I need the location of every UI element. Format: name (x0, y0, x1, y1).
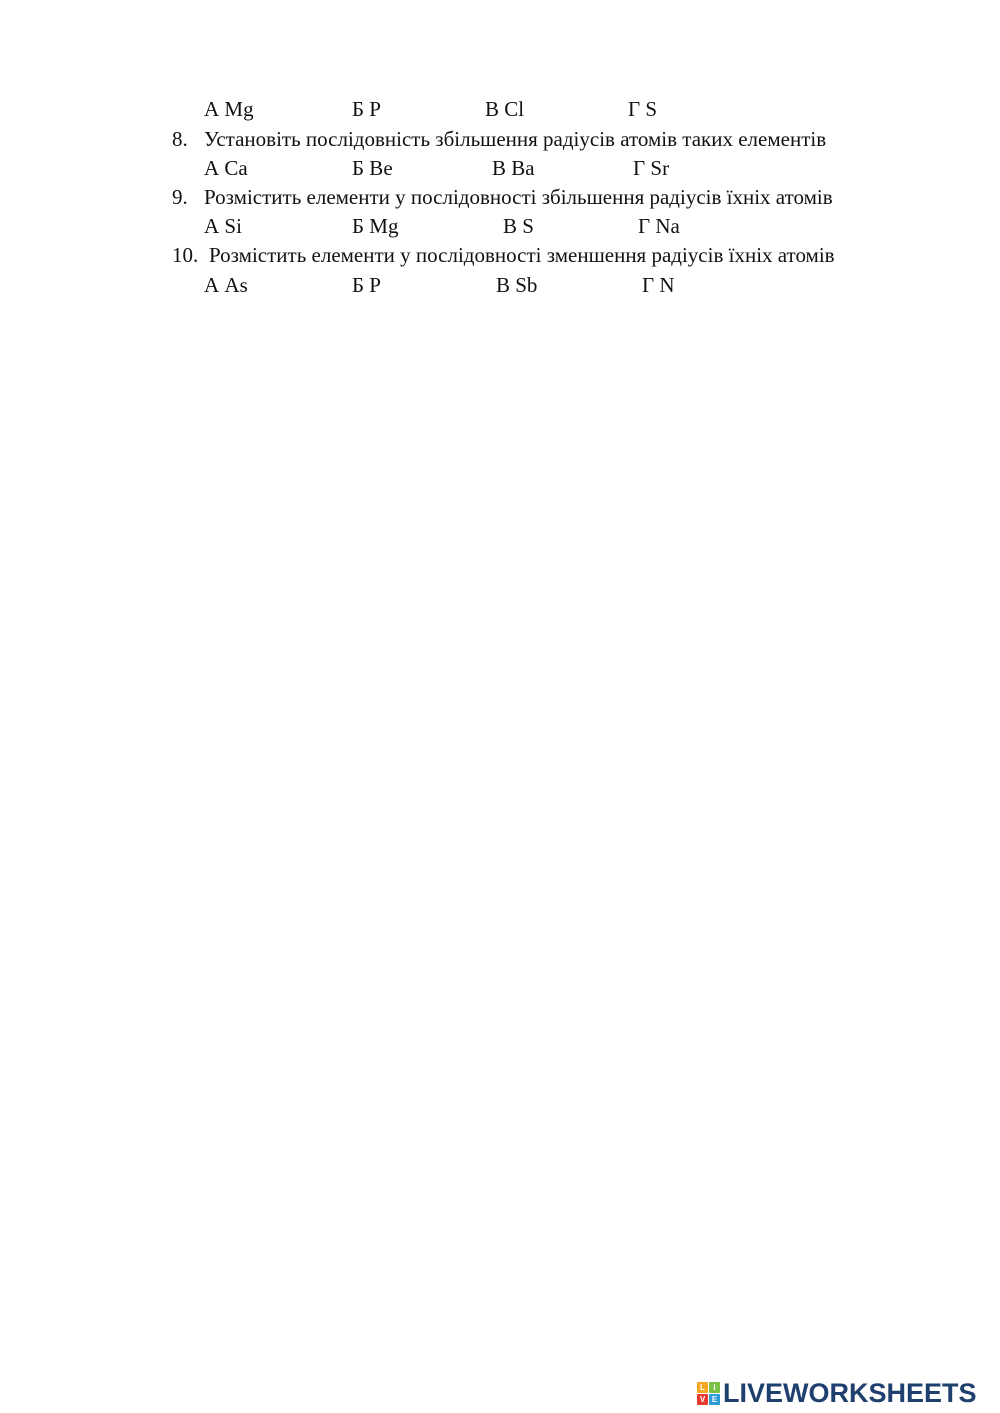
logo-tile-l: L (697, 1382, 708, 1393)
q9-option-a: А Si (204, 214, 242, 238)
q7-option-d: Г S (628, 97, 658, 121)
question-10 (172, 243, 835, 267)
question-8-number: 8. (172, 127, 188, 151)
question-9-text: Розмістить елементи у послідовності збільшення радіусів їхніх атомів (204, 185, 833, 209)
logo-tiles-icon (697, 1382, 720, 1405)
liveworksheets-logo (697, 1378, 977, 1408)
q7-option-a: А Mg (204, 97, 254, 121)
question-9 (172, 185, 833, 209)
q8-option-b: Б Ве (352, 156, 393, 180)
question-10-text: Розмістить елементи у послідовності зменшення радіусів їхніх атомів (209, 243, 835, 267)
question-8-text: Установіть послідовність збільшення радіусів атомів таких елементів (204, 127, 827, 151)
logo-tile-e: E (709, 1394, 720, 1405)
q7-option-c: В Cl (485, 97, 525, 121)
q9-option-d: Г Na (638, 214, 680, 238)
q10-option-a: А As (204, 273, 248, 297)
question-8 (172, 127, 826, 151)
q8-option-c: В Ва (492, 156, 535, 180)
q7-option-b: Б P (352, 97, 381, 121)
question-9-number: 9. (172, 185, 188, 209)
q10-option-b: Б P (352, 273, 381, 297)
q8-option-a: А Са (204, 156, 248, 180)
logo-tile-i: I (709, 1382, 720, 1393)
q10-option-c: В Sb (496, 273, 538, 297)
logo-text: LIVEWORKSHEETS (723, 1377, 977, 1408)
q9-option-b: Б Mg (352, 214, 399, 238)
q9-option-c: В S (503, 214, 534, 238)
logo-tile-v: V (697, 1394, 708, 1405)
q8-option-d: Г Sr (633, 156, 670, 180)
question-10-number: 10. (172, 243, 199, 267)
q10-option-d: Г N (642, 273, 675, 297)
